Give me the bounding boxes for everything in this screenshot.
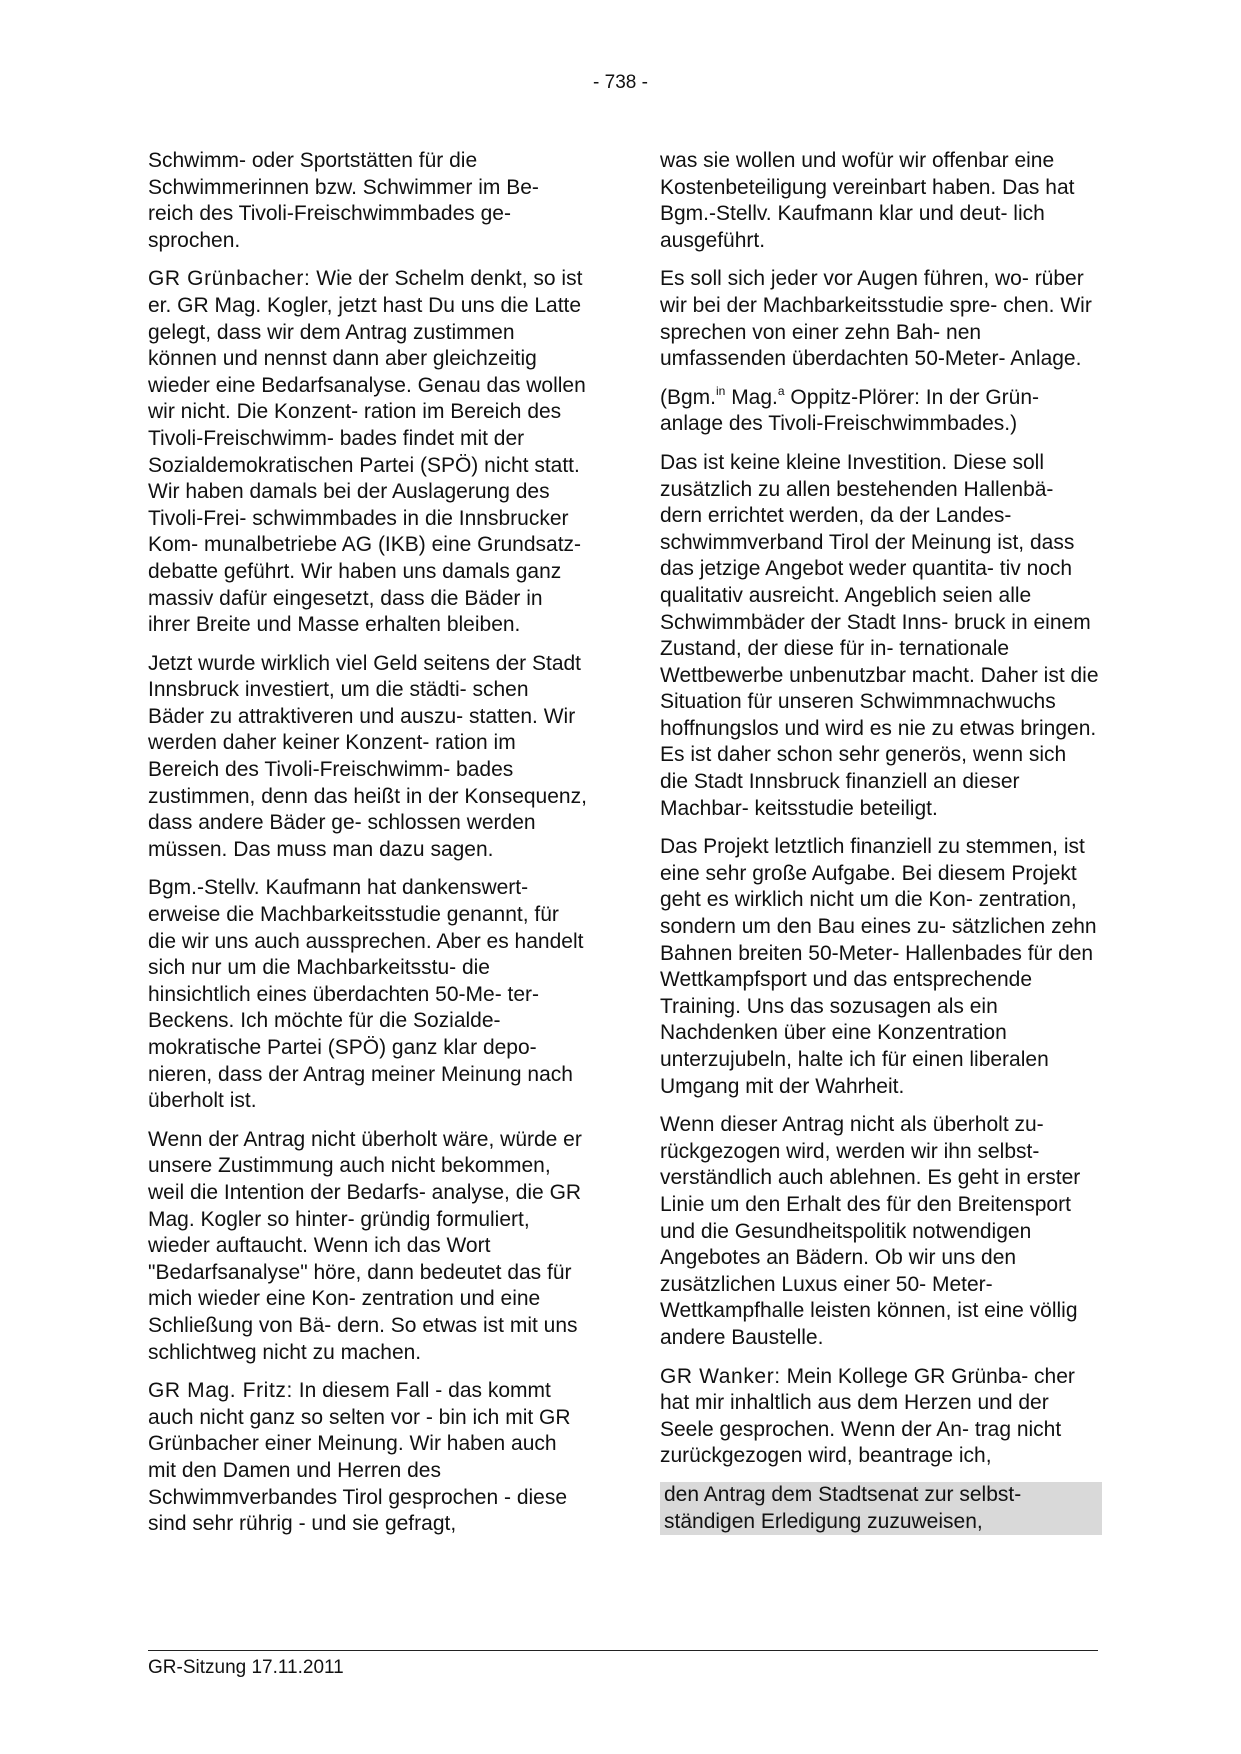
paragraph [660, 1364, 1100, 1470]
paragraph: Das Projekt letztlich finanziell zu stemmen, ist eine sehr große Aufgabe. Bei diesem Projekt geht es wirklich nicht um die Kon- zentration, sondern um den Bau eines zu- sätzlichen zehn Bahnen breiten 50-Meter- Hallenbades für den Wettkampfsport und das entsprechende Training. Uns das sozusagen als ein Nachdenken über eine Konzentration unterzujubeln, halte ich für einen liberalen Umgang mit der Wahrheit. [660, 835, 1097, 1098]
speaker-name: GR Grünbacher: [148, 267, 311, 291]
paragraph: Wenn dieser Antrag nicht als überholt zu- rückgezogen wird, werden wir ihn selbst- verständlich auch ablehnen. Es geht in erster Linie um den Erhalt des für den Breitensport und die Gesundheitspolitik notwendigen Angebotes an Bädern. Ob wir uns den zusätzlichen Luxus einer 50- Meter-Wettkampfhalle leisten können, ist eine völlig andere Baustelle. [660, 1113, 1081, 1349]
paragraph [148, 1378, 588, 1538]
interjection [660, 385, 1100, 438]
left-column [148, 148, 588, 1550]
paragraph: Bgm.-Stellv. Kaufmann hat dankenswert- erweise die Machbarkeitsstudie genannt, für die wir uns auch aussprechen. Aber es handelt sich nur um die Machbarkeitsstu- die hinsichtlich eines überdachten 50-Me- ter-Beckens. Ich möchte für die Sozialde- mokratische Partei (SPÖ) ganz klar depo- nieren, dass der Antrag meiner Meinung nach überholt ist. [148, 876, 584, 1113]
interjection-text: Oppitz-Plörer: In der Grün- anlage des Tivoli-Freischwimmbades.) [660, 385, 1039, 436]
speech-text: Mein Kollege GR Grünba- cher hat mir inhaltlich aus dem Herzen und der Seele gesprochen. Wenn der An- trag nicht zurückgezogen wird, beantrage ich, [660, 1364, 1075, 1468]
paragraph: Schwimm- oder Sportstätten für die Schwimmerinnen bzw. Schwimmer im Be- reich des Tivoli-Freischwimmbades ge- sprochen. [148, 149, 539, 252]
speaker-name: GR Mag. Fritz: [148, 1379, 293, 1403]
paragraph: Es soll sich jeder vor Augen führen, wo- rüber wir bei der Machbarkeitsstudie spre- chen. Wir sprechen von einer zehn Bah- nen umfassenden überdachten 50-Meter- Anlage. [660, 267, 1092, 371]
speech-text: Wie der Schelm denkt, so ist er. GR Mag. Kogler, jetzt hast Du uns die Latte gelegt, dass wir dem Antrag zustimmen können und nennst dann aber gleichzeitig wieder eine Bedarfsanalyse. Genau das wollen wir nicht. Die Konzent- ration im Bereich des Tivoli-Freischwimm- bades findet mit der Sozialdemokratischen Partei (SPÖ) nicht statt. Wir haben damals bei der Auslagerung des Tivoli-Frei- schwimmbades in die Innsbrucker Kom- munalbetriebe AG (IKB) eine Grundsatz- debatte geführt. Wir haben uns damals ganz massiv dafür eingesetzt, dass die Bäder in ihrer Breite und Masse erhalten bleiben. [148, 267, 586, 637]
page-number: - 738 - [593, 72, 648, 93]
superscript: a [777, 383, 785, 398]
paragraph: Wenn der Antrag nicht überholt wäre, würde er unsere Zustimmung auch nicht bekommen, weil die Intention der Bedarfs- analyse, die GR Mag. Kogler so hinter- gründig formuliert, wieder auftaucht. Wenn ich das Wort "Bedarfsanalyse" höre, dann bedeutet das für mich wieder eine Kon- zentration und eine Schließung von Bä- dern. So etwas ist mit uns schlichtweg nicht zu machen. [148, 1127, 582, 1364]
footer-session-date: GR-Sitzung 17.11.2011 [148, 1657, 344, 1678]
interjection-text: Mag. [725, 385, 778, 409]
right-column [660, 148, 1100, 1547]
superscript: in [716, 383, 726, 398]
speaker-name: GR Wanker: [660, 1364, 781, 1388]
footer-divider [148, 1650, 1098, 1651]
paragraph [148, 266, 588, 638]
interjection-text: (Bgm. [660, 385, 717, 409]
motion-highlight: den Antrag dem Stadtsenat zur selbst- ständigen Erledigung zuzuweisen, [660, 1482, 1102, 1535]
speech-text: In diesem Fall - das kommt auch nicht ganz so selten vor - bin ich mit GR Grünbacher einer Meinung. Wir haben auch mit den Damen und Herren des Schwimmverbandes Tirol gesprochen - diese sind sehr rührig - und sie gefragt, [148, 1379, 571, 1536]
paragraph: Das ist keine kleine Investition. Diese soll zusätzlich zu allen bestehenden Hallenbä- dern errichtet werden, da der Landes- schwimmverband Tirol der Meinung ist, dass das jetzige Angebot weder quantita- tiv noch qualitativ ausreicht. Angeblich seien alle Schwimmbäder der Stadt Inns- bruck in einem Zustand, der diese für in- ternationale Wettbewerbe unbenutzbar macht. Daher ist die Situation für unseren Schwimmnachwuchs hoffnungslos und wird es nie zu etwas bringen. Es ist daher schon sehr generös, wenn sich die Stadt Innsbruck finanziell an dieser Machbar- keitsstudie beteiligt. [660, 450, 1099, 820]
paragraph: Jetzt wurde wirklich viel Geld seitens der Stadt Innsbruck investiert, um die städti- schen Bäder zu attraktiveren und auszu- statten. Wir werden daher keiner Konzent- ration im Bereich des Tivoli-Freischwimm- bades zustimmen, denn das heißt in der Konsequenz, dass andere Bäder ge- schlossen werden müssen. Das muss man dazu sagen. [148, 651, 587, 861]
paragraph: was sie wollen und wofür wir offenbar eine Kostenbeteiligung vereinbart haben. Das hat Bgm.-Stellv. Kaufmann klar und deut- lich ausgeführt. [660, 149, 1075, 252]
